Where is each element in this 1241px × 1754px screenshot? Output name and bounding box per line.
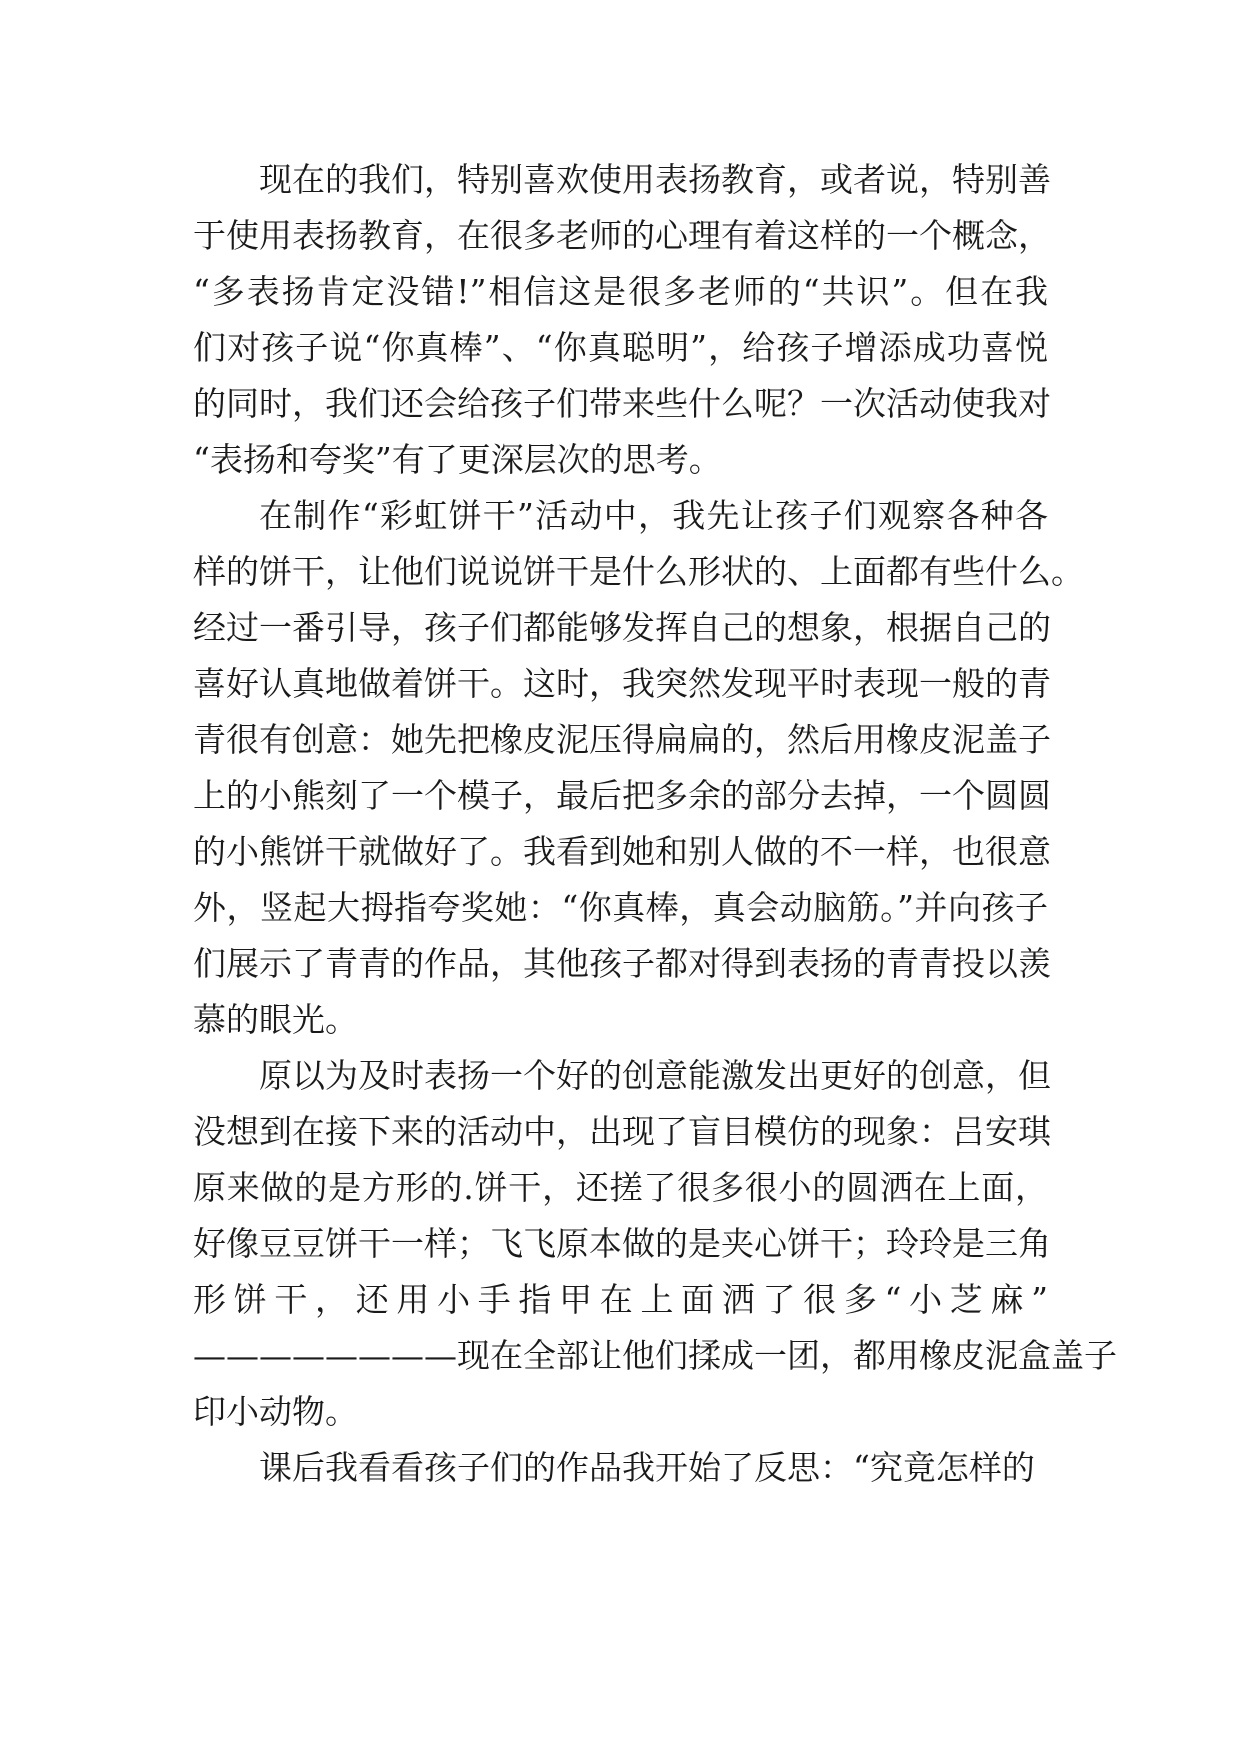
text-line: “多表扬肯定没错!”相信这是很多老师的“共识”。但在我 [193, 272, 1048, 311]
text-line: 们对孩子说“你真棒”、“你真聪明”，给孩子增添成功喜悦 [193, 328, 1048, 367]
paragraph-2 [193, 488, 1084, 1048]
document-body [193, 152, 1117, 1496]
text-line: 慕的眼光。 [193, 1000, 358, 1039]
text-line: 印小动物。 [193, 1392, 358, 1431]
text-line: 外，竖起大拇指夸奖她：“你真棒，真会动脑筋。”并向孩子 [193, 888, 1048, 927]
paragraph-1 [193, 152, 1051, 488]
paragraph-4 [193, 1440, 1048, 1496]
paragraph-3 [193, 1048, 1117, 1440]
text-line: 课后我看看孩子们的作品我开始了反思：“究竟怎样的 [259, 1448, 1035, 1487]
text-line: ————————现在全部让他们揉成一团，都用橡皮泥盒盖子 [193, 1336, 1117, 1375]
text-line: 没想到在接下来的活动中，出现了盲目模仿的现象：吕安琪 [193, 1112, 1051, 1151]
text-line: 样的饼干，让他们说说饼干是什么形状的、上面都有些什么。 [193, 552, 1084, 591]
text-line: 喜好认真地做着饼干。这时，我突然发现平时表现一般的青 [193, 664, 1051, 703]
text-line: 经过一番引导，孩子们都能够发挥自己的想象，根据自己的 [193, 608, 1051, 647]
text-line: 们展示了青青的作品，其他孩子都对得到表扬的青青投以羡 [193, 944, 1051, 983]
text-line: 于使用表扬教育，在很多老师的心理有着这样的一个概念， [193, 216, 1051, 255]
text-line: 青很有创意：她先把橡皮泥压得扁扁的，然后用橡皮泥盖子 [193, 720, 1051, 759]
text-line: 好像豆豆饼干一样；飞飞原本做的是夹心饼干；玲玲是三角 [193, 1224, 1051, 1263]
text-line: “表扬和夸奖”有了更深层次的思考。 [193, 440, 722, 479]
text-line: 原来做的是方形的.饼干，还搓了很多很小的圆洒在上面， [193, 1168, 1048, 1207]
text-line: 原以为及时表扬一个好的创意能激发出更好的创意，但 [259, 1056, 1051, 1095]
text-line: 的小熊饼干就做好了。我看到她和别人做的不一样，也很意 [193, 832, 1051, 871]
text-line: 现在的我们，特别喜欢使用表扬教育，或者说，特别善 [259, 160, 1051, 199]
text-line: 上的小熊刻了一个模子，最后把多余的部分去掉，一个圆圆 [193, 776, 1051, 815]
text-line: 形饼干，还用小手指甲在上面洒了很多“小芝麻” [193, 1280, 1048, 1319]
text-line: 的同时，我们还会给孩子们带来些什么呢？一次活动使我对 [193, 384, 1051, 423]
text-line: 在制作“彩虹饼干”活动中，我先让孩子们观察各种各 [259, 496, 1048, 535]
